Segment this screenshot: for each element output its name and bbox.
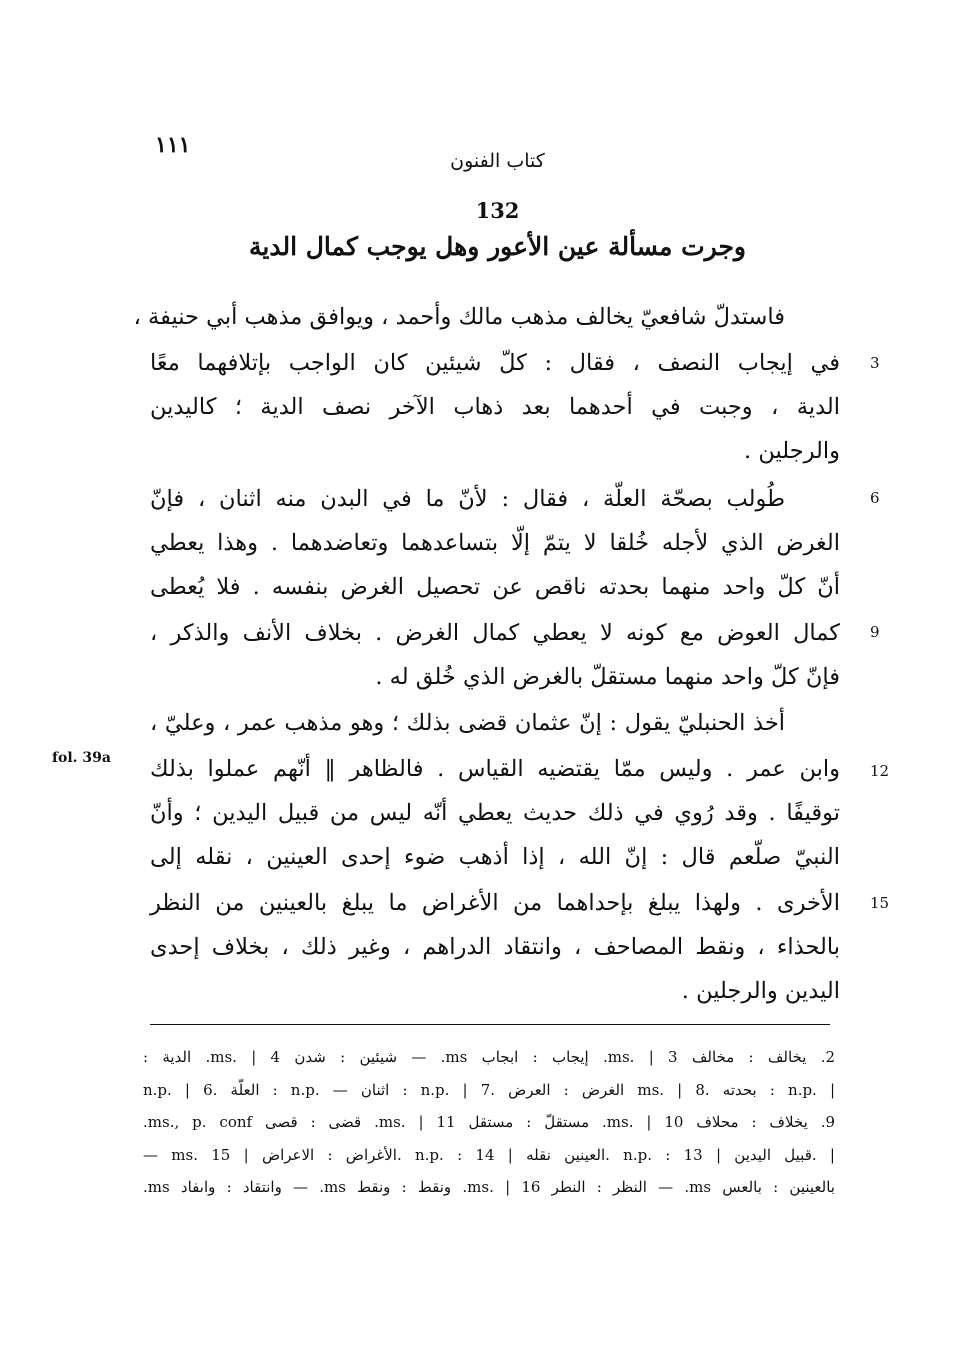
text-line: توقيفًا . وقد رُوي في ذلك حديث يعطي أنّه ليس من قبيل اليدين ؛ وأنّ [150,800,840,826]
text-line: فإنّ كلّ واحد منهما مستقلّ بالغرض الذي خُلق له . [375,664,840,690]
text-line: كمال العوض مع كونه لا يعطي كمال الغرض . بخلاف الأنف والذكر ، [150,620,840,646]
text-line: اليدين والرجلين . [681,978,840,1004]
line-number: 12 [870,762,890,780]
line-number: 6 [870,489,880,507]
text-line: فاستدلّ شافعيّ يخالف مذهب مالك وأحمد ، ويوافق مذهب أبي حنيفة ، [133,304,785,330]
footnote-line: 9. يخلاف : محلاف ms. | 10. مستقلّ : مستقل ms. | 11. قضى : قصى ms., p. conf. [143,1113,836,1131]
text-line: الغرض الذي لأجله خُلقا لا يتمّ إلّا بتساعدهما وتعاضدهما . وهذا يعطي [150,530,840,556]
text-line: أخذ الحنبليّ يقول : إنّ عثمان قضى بذلك ؛ وهو مذهب عمر ، وعليّ ، [150,710,785,736]
footnote-line: — ms. الأغراض : الاعراض | 15. n.p. : العينين نقله | 14. n.p. : قبيل اليدين | 13. | [143,1146,835,1164]
text-line: في إيجاب النصف ، فقال : كلّ شيئين كان الواجب بإتلافهما معًا [150,350,840,376]
text-line: النبيّ صلّعم قال : إنّ الله ، إذا أذهب ضوء إحدى العينين ، نقله إلى [150,844,840,870]
footnote-line: n.p. | 6. العلّة : n.p. — اثنان : n.p. | 7. الغرض : العرض ms. | 8. بحدته : n.p. | [143,1081,836,1099]
text-line: الدية ، وجبت في أحدهما بعد ذهاب الآخر نصف الدية ؛ كاليدين [150,394,840,420]
footnote-line: بالعينين : بالعس ms. — النظر : النطر ms. | 16. ونقط : ونقط ms. — وانتقاد : واىفاد ms. [143,1178,835,1196]
text-line: الأخرى . ولهذا يبلغ بإحداهما من الأغراض ما يبلغ بالعينين من النظر [150,890,840,916]
text-line: طُولب بصحّة العلّة ، فقال : لأنّ ما في البدن منه اثنان ، فإنّ [150,486,785,512]
footnote-line: 2. يخالف : مخالف ms. | 3. إيجاب : ابجاب ms. — شيئين : شدن ms. | 4. الدية : [143,1048,836,1066]
text-line: أنّ كلّ واحد منهما بحدته ناقص عن تحصيل الغرض بنفسه . فلا يُعطى [150,574,840,600]
text-line: وابن عمر . وليس ممّا يقتضيه القياس . فالظاهر ‖ أنّهم عملوا بذلك [150,756,840,782]
section-heading: وجرت مسألة عين الأعور وهل يوجب كمال الدية [249,232,746,261]
folio-margin-note: fol. 39a [52,750,111,766]
line-number: 9 [870,623,880,641]
section-number: 132 [475,198,520,223]
text-line: والرجلين . [744,438,840,464]
line-number: 3 [870,354,880,372]
running-title: كتاب الفنون [450,150,545,172]
page-number: ١١١ [155,132,191,158]
footnote-divider [150,1024,830,1025]
line-number: 15 [870,894,890,912]
text-line: بالحذاء ، ونقط المصاحف ، وانتقاد الدراهم ، وغير ذلك ، بخلاف إحدى [150,934,840,960]
